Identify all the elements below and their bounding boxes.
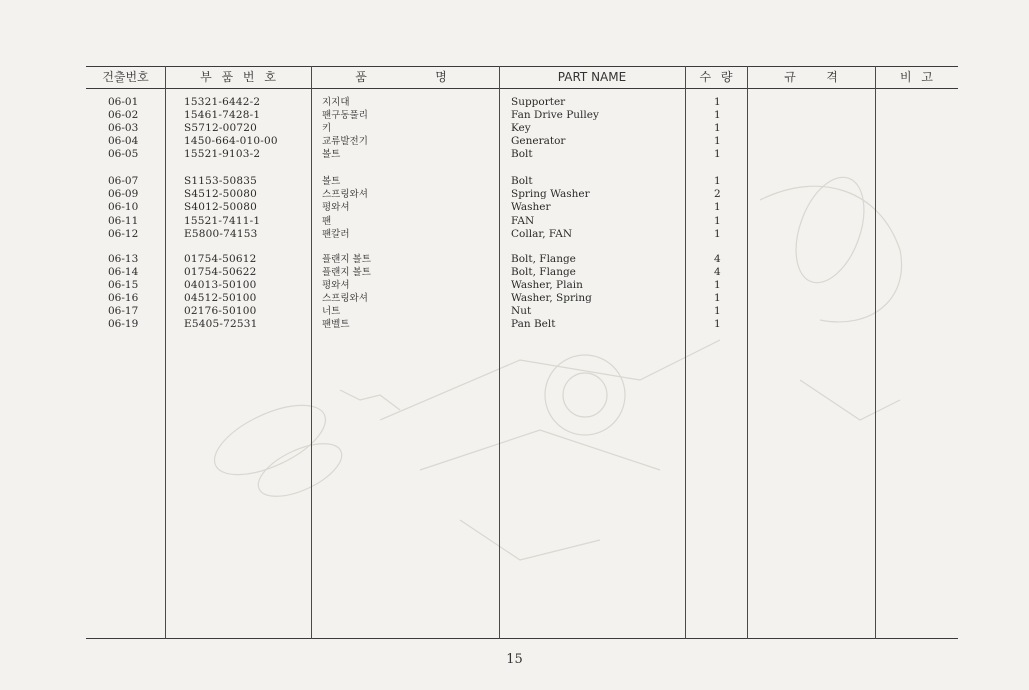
quantity: 1 xyxy=(714,305,721,317)
table-row xyxy=(86,318,958,331)
header-part-name: PART NAME xyxy=(557,70,627,84)
item-number: 06-12 xyxy=(108,228,139,240)
quantity: 1 xyxy=(714,122,721,134)
table-row xyxy=(86,201,958,214)
part-name: Bolt, Flange xyxy=(511,253,576,265)
item-number: 06-02 xyxy=(108,109,139,121)
table-row xyxy=(86,253,958,266)
item-number: 06-14 xyxy=(108,266,139,278)
korean-name: 너트 xyxy=(322,306,341,317)
quantity: 1 xyxy=(714,109,721,121)
item-number: 06-15 xyxy=(108,279,139,291)
korean-name: 키 xyxy=(322,123,332,134)
part-name: Fan Drive Pulley xyxy=(511,109,599,121)
quantity: 1 xyxy=(714,135,721,147)
table-row xyxy=(86,188,958,201)
quantity: 2 xyxy=(714,188,721,200)
part-name: Bolt, Flange xyxy=(511,266,576,278)
part-number: 02176-50100 xyxy=(184,305,257,317)
item-number: 06-04 xyxy=(108,135,139,147)
part-name: Washer, Spring xyxy=(511,292,592,304)
korean-name: 교류발전기 xyxy=(322,136,368,147)
quantity: 1 xyxy=(714,201,721,213)
header-name-left: 품 xyxy=(355,70,367,84)
header-spec-left: 규 xyxy=(784,70,796,84)
part-number: S4512-50080 xyxy=(184,188,258,200)
quantity: 1 xyxy=(714,175,721,187)
quantity: 4 xyxy=(714,266,721,278)
korean-name: 팬벨트 xyxy=(322,319,350,330)
part-name: Bolt xyxy=(511,148,533,160)
table-row xyxy=(86,148,958,161)
korean-name: 스프링와셔 xyxy=(322,189,368,200)
header-remarks: 비 고 xyxy=(900,70,933,84)
korean-name: 지지대 xyxy=(322,97,350,108)
table-row xyxy=(86,135,958,148)
part-number: 15461-7428-1 xyxy=(184,109,261,121)
part-name: Generator xyxy=(511,135,566,147)
part-number: E5405-72531 xyxy=(184,318,258,330)
item-number: 06-07 xyxy=(108,175,139,187)
table-row xyxy=(86,279,958,292)
korean-name: 볼트 xyxy=(322,176,341,187)
parts-table xyxy=(86,66,958,639)
part-name: Pan Belt xyxy=(511,318,556,330)
part-name: Washer, Plain xyxy=(511,279,583,291)
part-number: E5800-74153 xyxy=(184,228,258,240)
part-number: 01754-50612 xyxy=(184,253,257,265)
header-part-no: 부 품 번 호 xyxy=(200,70,276,84)
quantity: 1 xyxy=(714,215,721,227)
korean-name: 스프링와셔 xyxy=(322,293,368,304)
part-number: 1450-664-010-00 xyxy=(184,135,278,147)
part-name: Key xyxy=(511,122,531,134)
part-number: S5712-00720 xyxy=(184,122,258,134)
quantity: 1 xyxy=(714,148,721,160)
table-row xyxy=(86,109,958,122)
item-number: 06-10 xyxy=(108,201,139,213)
part-number: 04013-50100 xyxy=(184,279,257,291)
table-row xyxy=(86,175,958,188)
page-number: 15 xyxy=(506,652,523,667)
korean-name: 팬칼러 xyxy=(322,229,350,240)
quantity: 4 xyxy=(714,253,721,265)
table-row xyxy=(86,305,958,318)
header-spec-right: 격 xyxy=(826,70,838,84)
part-name: Collar, FAN xyxy=(511,228,573,240)
header-bottom-rule xyxy=(86,88,958,89)
part-name: Spring Washer xyxy=(511,188,590,200)
item-number: 06-19 xyxy=(108,318,139,330)
item-number: 06-05 xyxy=(108,148,139,160)
part-name: Nut xyxy=(511,305,532,317)
header-name-right: 명 xyxy=(435,70,447,84)
part-number: S4012-50080 xyxy=(184,201,258,213)
part-name: FAN xyxy=(511,215,535,227)
part-name: Supporter xyxy=(511,96,566,108)
korean-name: 팬 xyxy=(322,216,332,227)
quantity: 1 xyxy=(714,96,721,108)
quantity: 1 xyxy=(714,318,721,330)
part-number: 01754-50622 xyxy=(184,266,257,278)
item-number: 06-09 xyxy=(108,188,139,200)
header-item-no: 건출번호 xyxy=(102,70,149,84)
quantity: 1 xyxy=(714,292,721,304)
item-number: 06-13 xyxy=(108,253,139,265)
part-number: S1153-50835 xyxy=(184,175,258,187)
header-qty: 수 량 xyxy=(699,70,733,84)
korean-name: 플랜지 볼트 xyxy=(322,254,371,265)
item-number: 06-11 xyxy=(108,215,139,227)
korean-name: 평와셔 xyxy=(322,202,350,213)
table-row xyxy=(86,96,958,109)
korean-name: 평와셔 xyxy=(322,280,350,291)
item-number: 06-16 xyxy=(108,292,139,304)
quantity: 1 xyxy=(714,228,721,240)
part-number: 15521-9103-2 xyxy=(184,148,261,160)
korean-name: 볼트 xyxy=(322,149,341,160)
table-row xyxy=(86,266,958,279)
table-row xyxy=(86,292,958,305)
item-number: 06-01 xyxy=(108,96,139,108)
quantity: 1 xyxy=(714,279,721,291)
part-name: Bolt xyxy=(511,175,533,187)
item-number: 06-17 xyxy=(108,305,139,317)
table-row xyxy=(86,122,958,135)
part-number: 04512-50100 xyxy=(184,292,257,304)
part-name: Washer xyxy=(511,201,551,213)
korean-name: 플랜지 볼트 xyxy=(322,267,371,278)
part-number: 15521-7411-1 xyxy=(184,215,261,227)
table-row xyxy=(86,228,958,241)
item-number: 06-03 xyxy=(108,122,139,134)
korean-name: 팬구동풀리 xyxy=(322,110,368,121)
table-bottom-rule xyxy=(86,638,958,639)
part-number: 15321-6442-2 xyxy=(184,96,261,108)
table-row xyxy=(86,215,958,228)
